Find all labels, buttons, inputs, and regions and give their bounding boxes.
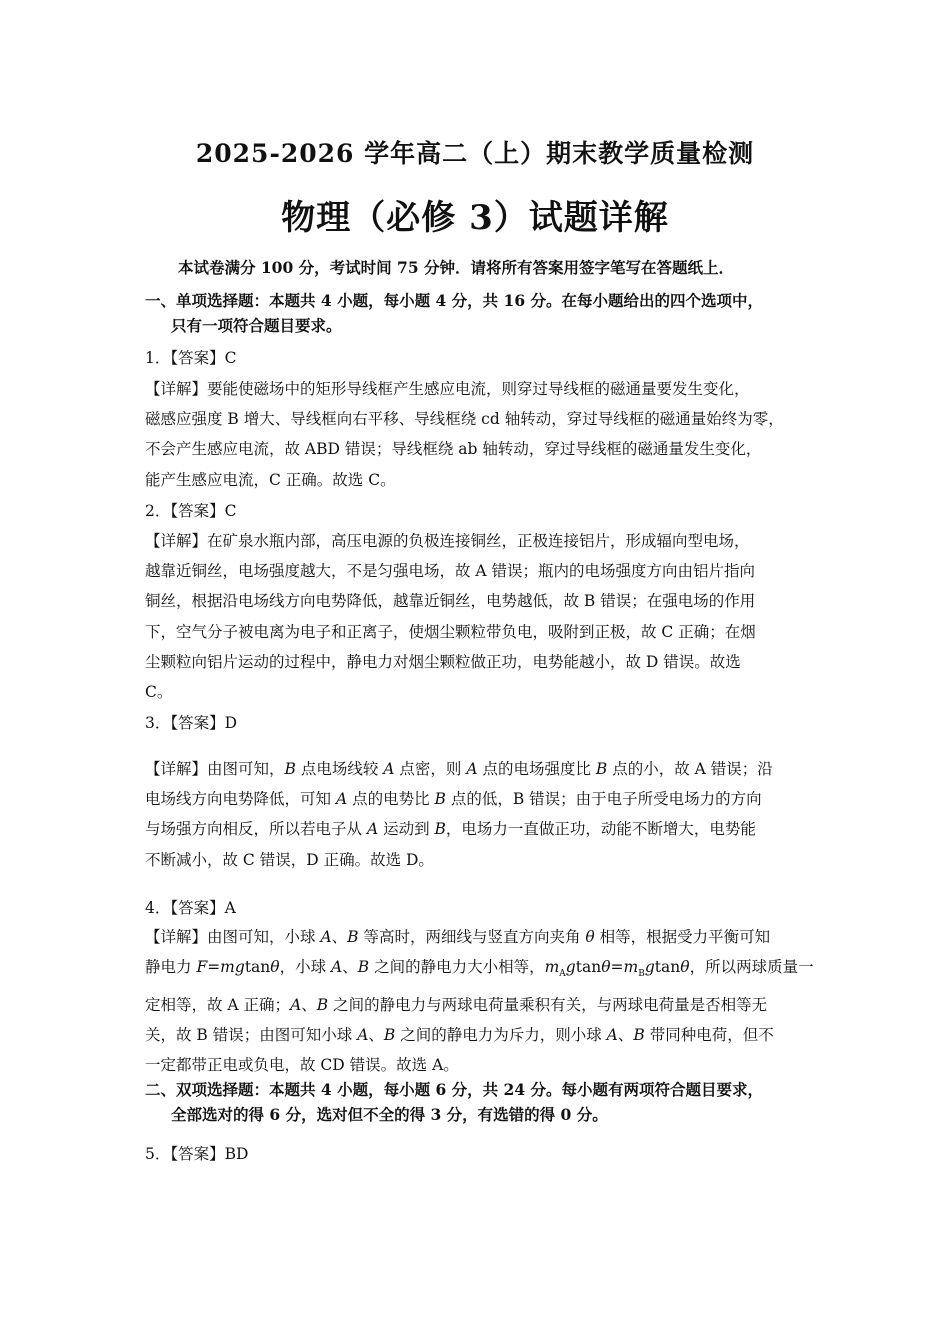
q2-line: C。: [145, 683, 173, 702]
exam-intro: 本试卷满分 100 分，考试时间 75 分钟．请将所有答案用签字笔写在答题纸上．: [178, 258, 735, 277]
q2-line: 铜丝，根据沿电场线方向电势降低，越靠近铜丝，电势越低，故 B 错误；在强电场的作用: [145, 592, 756, 611]
q3-line: 与场强方向相反，所以若电子从 A 运动到 B，电场力一直做正功，动能不断增大，电势能: [145, 820, 756, 839]
q1-line: 【详解】要能使磁场中的矩形导线框产生感应电流，则穿过导线框的磁通量要发生变化，: [145, 380, 750, 398]
q3-line: 电场线方向电势降低，可知 A 点的电势比 B 点的低，B 错误；由于电子所受电场力的方向: [145, 790, 762, 809]
exam-title: 2025-2026 学年高二（上）期末教学质量检测: [195, 139, 755, 168]
section-1-line-2: 只有一项符合题目要求。: [171, 316, 342, 335]
q2-line: 越靠近铜丝，电场强度越大，不是匀强电场，故 A 错误；瓶内的电场强度方向由铝片指向: [145, 562, 756, 581]
q4-answer: 4．【答案】A: [145, 899, 236, 917]
section-2-heading: [145, 1077, 815, 1127]
q1-line: 不会产生感应电流，故 ABD 错误；导线框绕 ab 轴转动，穿过导线框的磁通量发生变化，: [145, 440, 762, 459]
q2-line: 尘颗粒向铝片运动的过程中，静电力对烟尘颗粒做正功，电势能越小，故 D 错误。故选: [145, 652, 741, 671]
q3-line: 不断减小，故 C 错误，D 正确。故选 D。: [145, 850, 434, 869]
q2-explanation: [145, 526, 817, 707]
section-1-heading: [145, 288, 815, 338]
q4-line: 【详解】由图可知，小球 A、B 等高时，两细线与竖直方向夹角 θ 相等，根据受力平衡可知: [145, 928, 771, 946]
q1-answer: 1．【答案】C: [145, 349, 237, 367]
q3-explanation: [145, 754, 817, 875]
q1-line: 磁感应强度 B 增大、导线框向右平移、导线框绕 cd 轴转动，穿过导线框的磁通量始终为零，: [145, 410, 784, 429]
section-1-line-1: 一、单项选择题：本题共 4 小题，每小题 4 分，共 16 分。在每小题给出的四个选项中，: [145, 291, 764, 310]
q4-line: 关，故 B 错误；由图可知小球 A、B 之间的静电力为斥力，则小球 A、B 带同种电荷，但不: [145, 1025, 774, 1044]
q4-line: 定相等，故 A 正确；A、B 之间的静电力与两球电荷量乘积有关，与两球电荷量是否相等无: [145, 995, 768, 1014]
q2-answer: 2．【答案】C: [145, 502, 237, 520]
q1-explanation: [145, 374, 817, 495]
q5-answer: 5．【答案】BD: [145, 1145, 249, 1163]
q4-explanation: [145, 922, 817, 1080]
exam-subtitle: 物理（必修 3）试题详解: [281, 198, 669, 238]
q1-line: 能产生感应电流，C 正确。故选 C。: [145, 470, 396, 489]
q3-answer: 3．【答案】D: [145, 714, 238, 732]
section-2-line-2: 全部选对的得 6 分，选对但不全的得 3 分，有选错的得 0 分。: [171, 1105, 608, 1124]
q2-line: 下，空气分子被电离为电子和正离子，使烟尘颗粒带负电，吸附到正极，故 C 正确；在烟: [145, 622, 756, 641]
q2-line: 【详解】在矿泉水瓶内部，高压电源的负极连接铜丝，正极连接铝片，形成辐向型电场，: [145, 532, 750, 550]
q4-line: 一定都带正电或负电，故 CD 错误。故选 A。: [145, 1055, 459, 1074]
q3-line: 【详解】由图可知，B 点电场线较 A 点密，则 A 点的电场强度比 B 点的小，故 A 错误；沿: [145, 760, 773, 778]
q4-line: 静电力 F=mgtanθ，小球 A、B 之间的静电力大小相等，$m_Agtan\theta=m_Bgtan\theta$，所以两球质量一: [145, 958, 814, 980]
section-2-line-1: 二、双项选择题：本题共 4 小题，每小题 6 分，共 24 分。每小题有两项符合题目要求，: [145, 1080, 764, 1099]
